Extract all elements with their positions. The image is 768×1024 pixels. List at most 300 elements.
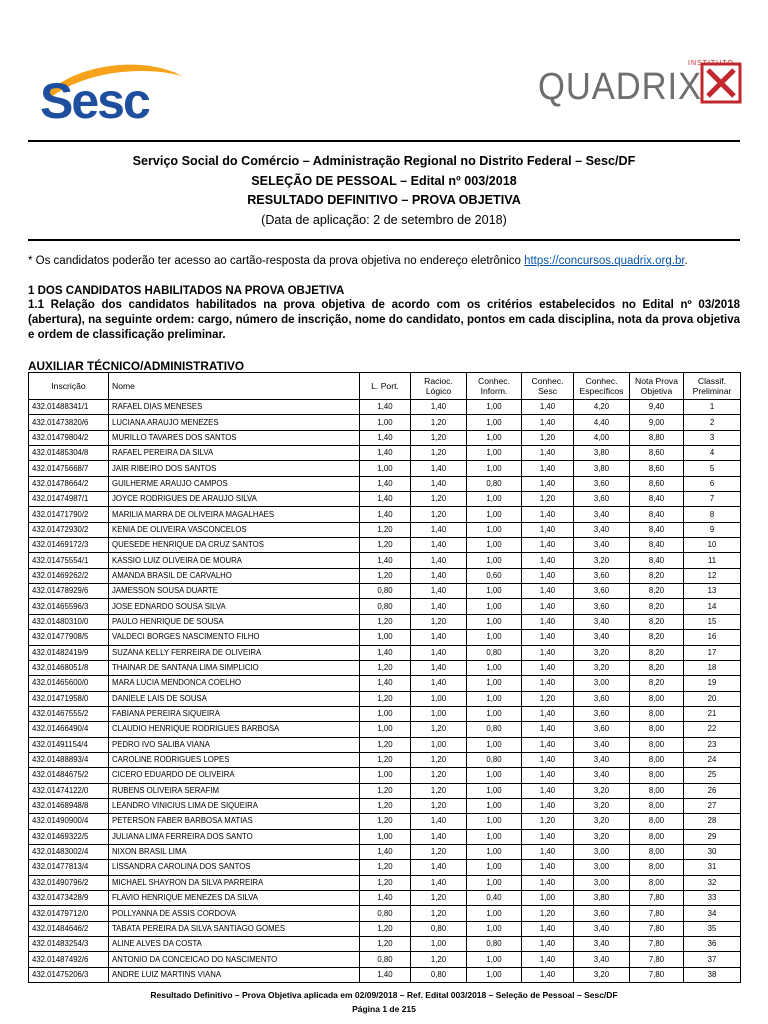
cell-sesc: 1,40 (522, 937, 574, 952)
cell-informatica: 1,00 (467, 584, 522, 599)
cell-inscricao: 432.01480310/0 (29, 614, 109, 629)
cell-raciocinio: 1,40 (411, 630, 467, 645)
cell-nota: 7,80 (630, 952, 684, 967)
cell-sesc: 1,40 (522, 461, 574, 476)
cell-nome: NIXON BRASIL LIMA (109, 844, 360, 859)
cell-nome: PAULO HENRIQUE DE SOUSA (109, 614, 360, 629)
cell-lport: 1,40 (360, 844, 411, 859)
cell-lport: 1,40 (360, 430, 411, 445)
cell-sesc: 1,20 (522, 430, 574, 445)
cell-raciocinio: 1,20 (411, 752, 467, 767)
cell-nome: JOSE EDNARDO SOUSA SILVA (109, 599, 360, 614)
cell-nome: FLAVIO HENRIQUE MENEZES DA SILVA (109, 891, 360, 906)
cell-nota: 8,00 (630, 691, 684, 706)
cell-lport: 1,00 (360, 415, 411, 430)
cell-inscricao: 432.01490796/2 (29, 875, 109, 890)
cell-sesc: 1,40 (522, 553, 574, 568)
cell-nota: 8,00 (630, 798, 684, 813)
table-row (29, 446, 741, 461)
cell-informatica: 0,80 (467, 645, 522, 660)
cell-raciocinio: 1,20 (411, 844, 467, 859)
col-header-sesc: Conhec. Sesc (522, 373, 574, 400)
header-top-rule (28, 140, 740, 142)
cell-sesc: 1,40 (522, 722, 574, 737)
cell-nota: 8,00 (630, 737, 684, 752)
cell-lport: 1,40 (360, 676, 411, 691)
cell-nome: RAFAEL PEREIRA DA SILVA (109, 446, 360, 461)
cell-nome: MICHAEL SHAYRON DA SILVA PARREIRA (109, 875, 360, 890)
cell-especificos: 3,60 (574, 599, 630, 614)
cell-nota: 8,40 (630, 553, 684, 568)
cell-nota: 7,80 (630, 967, 684, 982)
cell-lport: 1,00 (360, 706, 411, 721)
cell-lport: 1,20 (360, 875, 411, 890)
cell-raciocinio: 1,20 (411, 722, 467, 737)
cell-nome: JAMESSON SOUSA DUARTE (109, 584, 360, 599)
cell-classif: 23 (684, 737, 741, 752)
table-row (29, 538, 741, 553)
col-header-nome: Nome (109, 373, 360, 400)
cell-raciocinio: 1,40 (411, 400, 467, 415)
cell-lport: 1,20 (360, 798, 411, 813)
cell-raciocinio: 1,20 (411, 783, 467, 798)
cell-lport: 1,40 (360, 507, 411, 522)
section-1-1-text: 1.1 Relação dos candidatos habilitados na prova objetiva de acordo com os critérios estabelecidos no Edital nº 03/2018 (abertura), na seguinte ordem: cargo, número de inscrição, nome do candidato, pontos em cada disciplina, nota da prova objetiva e ordem de classificação preliminar. (28, 299, 740, 341)
table-body (29, 400, 741, 983)
table-row (29, 906, 741, 921)
cell-inscricao: 432.01475554/1 (29, 553, 109, 568)
footer-line-1: Resultado Definitivo – Prova Objetiva aplicada em 02/09/2018 – Ref. Edital 003/2018 – Seleção de Pessoal – Sesc/DF (150, 990, 618, 1000)
cell-raciocinio: 1,40 (411, 814, 467, 829)
cell-raciocinio: 1,40 (411, 875, 467, 890)
table-row (29, 737, 741, 752)
header-line-3: RESULTADO DEFINITIVO – PROVA OBJETIVA (247, 193, 521, 207)
cell-nome: QUESEDE HENRIQUE DA CRUZ SANTOS (109, 538, 360, 553)
cell-especificos: 3,80 (574, 891, 630, 906)
cell-nota: 7,80 (630, 937, 684, 952)
document-header (28, 152, 740, 230)
cell-sesc: 1,40 (522, 446, 574, 461)
table-row (29, 722, 741, 737)
cell-raciocinio: 1,00 (411, 737, 467, 752)
cell-lport: 1,40 (360, 492, 411, 507)
cell-lport: 1,00 (360, 768, 411, 783)
cell-especificos: 4,40 (574, 415, 630, 430)
cell-lport: 1,20 (360, 752, 411, 767)
cell-informatica: 0,60 (467, 568, 522, 583)
cell-nota: 8,60 (630, 446, 684, 461)
table-row (29, 553, 741, 568)
cell-raciocinio: 1,40 (411, 860, 467, 875)
cell-classif: 12 (684, 568, 741, 583)
table-header-row (29, 373, 741, 400)
cell-especificos: 4,00 (574, 430, 630, 445)
cell-informatica: 1,00 (467, 814, 522, 829)
table-row (29, 660, 741, 675)
cell-nome: CLAUDIO HENRIQUE RODRIGUES BARBOSA (109, 722, 360, 737)
table-row (29, 967, 741, 982)
cell-raciocinio: 1,40 (411, 660, 467, 675)
cell-nome: GUILHERME ARAUJO CAMPOS (109, 476, 360, 491)
cell-informatica: 1,00 (467, 691, 522, 706)
cell-sesc: 1,40 (522, 415, 574, 430)
cell-inscricao: 432.01488341/1 (29, 400, 109, 415)
table-row (29, 430, 741, 445)
cell-inscricao: 432.01466490/4 (29, 722, 109, 737)
cell-inscricao: 432.01478929/6 (29, 584, 109, 599)
cell-informatica: 1,00 (467, 415, 522, 430)
cell-nome: ANTONIO DA CONCEICAO DO NASCIMENTO (109, 952, 360, 967)
cell-nota: 7,80 (630, 891, 684, 906)
quadrix-link[interactable]: https://concursos.quadrix.org.br (524, 255, 685, 267)
cell-sesc: 1,40 (522, 599, 574, 614)
note-text: * Os candidatos poderão ter acesso ao cartão-resposta da prova objetiva no endereço eletrônico (28, 255, 525, 267)
cell-inscricao: 432.01477908/5 (29, 630, 109, 645)
cell-nota: 8,20 (630, 614, 684, 629)
cell-especificos: 3,20 (574, 645, 630, 660)
cell-especificos: 3,80 (574, 446, 630, 461)
cell-classif: 9 (684, 522, 741, 537)
cell-raciocinio: 1,40 (411, 538, 467, 553)
cell-sesc: 1,40 (522, 875, 574, 890)
cell-classif: 30 (684, 844, 741, 859)
cell-especificos: 3,00 (574, 875, 630, 890)
cell-nome: PEDRO IVO SALIBA VIANA (109, 737, 360, 752)
cell-especificos: 3,40 (574, 937, 630, 952)
cell-nome: THAINAR DE SANTANA LIMA SIMPLICIO (109, 660, 360, 675)
cell-sesc: 1,20 (522, 492, 574, 507)
cell-raciocinio: 1,00 (411, 691, 467, 706)
cell-nome: KASSIO LUIZ OLIVEIRA DE MOURA (109, 553, 360, 568)
table-row (29, 752, 741, 767)
cell-especificos: 3,60 (574, 722, 630, 737)
cell-classif: 32 (684, 875, 741, 890)
cell-sesc: 1,40 (522, 829, 574, 844)
cell-especificos: 3,60 (574, 706, 630, 721)
cell-especificos: 3,20 (574, 814, 630, 829)
cell-classif: 7 (684, 492, 741, 507)
header-bottom-rule (28, 239, 740, 241)
table-row (29, 798, 741, 813)
cell-nome: CICERO EDUARDO DE OLIVEIRA (109, 768, 360, 783)
cell-especificos: 3,40 (574, 921, 630, 936)
cell-nome: MARILIA MARRA DE OLIVEIRA MAGALHAES (109, 507, 360, 522)
quadrix-small-text: INSTITUTO (688, 60, 734, 67)
cell-classif: 15 (684, 614, 741, 629)
cell-sesc: 1,40 (522, 952, 574, 967)
cell-sesc: 1,40 (522, 706, 574, 721)
cell-lport: 1,20 (360, 568, 411, 583)
cell-nota: 8,20 (630, 584, 684, 599)
cell-lport: 1,40 (360, 446, 411, 461)
cell-sesc: 1,40 (522, 768, 574, 783)
cell-sesc: 1,40 (522, 568, 574, 583)
cell-inscricao: 432.01471958/0 (29, 691, 109, 706)
cell-nota: 8,80 (630, 430, 684, 445)
cell-informatica: 1,00 (467, 461, 522, 476)
cell-lport: 1,20 (360, 522, 411, 537)
cell-especificos: 3,00 (574, 676, 630, 691)
cell-especificos: 3,40 (574, 952, 630, 967)
table-row (29, 829, 741, 844)
cell-especificos: 3,60 (574, 906, 630, 921)
cell-nota: 8,00 (630, 752, 684, 767)
cell-sesc: 1,20 (522, 906, 574, 921)
cell-especificos: 3,40 (574, 614, 630, 629)
cell-inscricao: 432.01479712/0 (29, 906, 109, 921)
cell-raciocinio: 1,40 (411, 553, 467, 568)
cell-classif: 35 (684, 921, 741, 936)
note-paragraph (28, 255, 740, 267)
cell-especificos: 3,20 (574, 967, 630, 982)
cell-inscricao: 432.01484675/2 (29, 768, 109, 783)
cell-classif: 1 (684, 400, 741, 415)
cell-sesc: 1,40 (522, 844, 574, 859)
cell-raciocinio: 0,80 (411, 921, 467, 936)
cell-sesc: 1,40 (522, 783, 574, 798)
cell-sesc: 1,40 (522, 798, 574, 813)
table-row (29, 415, 741, 430)
cell-lport: 1,40 (360, 476, 411, 491)
cell-informatica: 1,00 (467, 400, 522, 415)
cell-inscricao: 432.01473428/9 (29, 891, 109, 906)
cell-especificos: 3,20 (574, 553, 630, 568)
cell-nome: DANIELE LAIS DE SOUSA (109, 691, 360, 706)
table-row (29, 691, 741, 706)
cell-sesc: 1,40 (522, 921, 574, 936)
cell-especificos: 3,20 (574, 829, 630, 844)
cell-nome: AMANDA BRASIL DE CARVALHO (109, 568, 360, 583)
footer-page-number: Página 1 de 215 (352, 1004, 416, 1014)
cell-classif: 18 (684, 660, 741, 675)
section-1-title: 1 DOS CANDIDATOS HABILITADOS NA PROVA OBJETIVA (28, 285, 345, 297)
cell-inscricao: 432.01471790/2 (29, 507, 109, 522)
cell-inscricao: 432.01465596/3 (29, 599, 109, 614)
cell-lport: 1,00 (360, 461, 411, 476)
cell-lport: 1,40 (360, 400, 411, 415)
cell-raciocinio: 1,40 (411, 522, 467, 537)
cell-informatica: 1,00 (467, 430, 522, 445)
table-row (29, 706, 741, 721)
cell-nota: 8,00 (630, 829, 684, 844)
cell-inscricao: 432.01469262/2 (29, 568, 109, 583)
table-row (29, 492, 741, 507)
cell-informatica: 1,00 (467, 630, 522, 645)
table-row (29, 814, 741, 829)
cell-raciocinio: 1,20 (411, 891, 467, 906)
cell-inscricao: 432.01467555/2 (29, 706, 109, 721)
cell-lport: 1,20 (360, 814, 411, 829)
cell-inscricao: 432.01490900/4 (29, 814, 109, 829)
cell-informatica: 1,00 (467, 446, 522, 461)
cell-lport: 1,40 (360, 891, 411, 906)
header-line-1: Serviço Social do Comércio – Administração Regional no Distrito Federal – Sesc/DF (132, 154, 636, 168)
cell-raciocinio: 1,40 (411, 584, 467, 599)
cell-raciocinio: 1,00 (411, 937, 467, 952)
cell-inscricao: 432.01487492/6 (29, 952, 109, 967)
table-row (29, 952, 741, 967)
cell-informatica: 1,00 (467, 906, 522, 921)
table-row (29, 507, 741, 522)
cell-raciocinio: 1,40 (411, 829, 467, 844)
table-row (29, 645, 741, 660)
cell-raciocinio: 1,40 (411, 568, 467, 583)
cell-classif: 3 (684, 430, 741, 445)
cell-nota: 8,60 (630, 476, 684, 491)
cell-classif: 31 (684, 860, 741, 875)
cell-sesc: 1,40 (522, 737, 574, 752)
cell-classif: 4 (684, 446, 741, 461)
table-row (29, 614, 741, 629)
cell-especificos: 3,40 (574, 752, 630, 767)
col-header-inscricao: Inscrição (29, 373, 109, 400)
cell-especificos: 3,80 (574, 461, 630, 476)
cell-inscricao: 432.01475668/7 (29, 461, 109, 476)
cell-nota: 8,00 (630, 814, 684, 829)
table-row (29, 783, 741, 798)
cell-raciocinio: 1,40 (411, 645, 467, 660)
col-header-lport: L. Port. (360, 373, 411, 400)
cell-nota: 8,00 (630, 783, 684, 798)
cell-raciocinio: 1,20 (411, 446, 467, 461)
cell-classif: 5 (684, 461, 741, 476)
cell-nome: RAFAEL DIAS MENESES (109, 400, 360, 415)
cell-inscricao: 432.01469322/5 (29, 829, 109, 844)
cell-inscricao: 432.01491154/4 (29, 737, 109, 752)
cell-lport: 1,20 (360, 937, 411, 952)
cell-classif: 28 (684, 814, 741, 829)
cell-nome: PETERSON FABER BARBOSA MATIAS (109, 814, 360, 829)
cell-inscricao: 432.01468948/8 (29, 798, 109, 813)
cell-inscricao: 432.01477813/4 (29, 860, 109, 875)
cell-informatica: 1,00 (467, 553, 522, 568)
cell-nome: POLLYANNA DE ASSIS CORDOVA (109, 906, 360, 921)
cell-classif: 26 (684, 783, 741, 798)
cell-especificos: 3,60 (574, 584, 630, 599)
cell-classif: 27 (684, 798, 741, 813)
cell-classif: 34 (684, 906, 741, 921)
table-row (29, 875, 741, 890)
cell-sesc: 1,40 (522, 660, 574, 675)
cell-especificos: 4,20 (574, 400, 630, 415)
cell-inscricao: 432.01469172/3 (29, 538, 109, 553)
cell-sesc: 1,40 (522, 584, 574, 599)
table-row (29, 400, 741, 415)
cell-especificos: 3,20 (574, 798, 630, 813)
cell-nome: ANDRE LUIZ MARTINS VIANA (109, 967, 360, 982)
cell-classif: 2 (684, 415, 741, 430)
cell-informatica: 1,00 (467, 844, 522, 859)
cell-especificos: 3,40 (574, 630, 630, 645)
cell-classif: 29 (684, 829, 741, 844)
cell-sesc: 1,40 (522, 630, 574, 645)
cell-informatica: 0,80 (467, 722, 522, 737)
cell-lport: 1,20 (360, 737, 411, 752)
cell-informatica: 1,00 (467, 921, 522, 936)
col-header-classif: Classif. Preliminar (684, 373, 741, 400)
cell-inscricao: 432.01483002/4 (29, 844, 109, 859)
cell-classif: 37 (684, 952, 741, 967)
cell-lport: 1,20 (360, 538, 411, 553)
cell-especificos: 3,00 (574, 844, 630, 859)
cell-classif: 11 (684, 553, 741, 568)
cell-raciocinio: 1,20 (411, 415, 467, 430)
cell-nota: 8,40 (630, 507, 684, 522)
cell-sesc: 1,40 (522, 752, 574, 767)
cell-especificos: 3,20 (574, 660, 630, 675)
cell-raciocinio: 1,00 (411, 706, 467, 721)
cell-classif: 6 (684, 476, 741, 491)
cell-informatica: 1,00 (467, 614, 522, 629)
cell-lport: 1,00 (360, 630, 411, 645)
cell-inscricao: 432.01465600/0 (29, 676, 109, 691)
table-row (29, 461, 741, 476)
cell-nota: 8,40 (630, 522, 684, 537)
cell-nome: LISSANDRA CAROLINA DOS SANTOS (109, 860, 360, 875)
cell-nota: 8,00 (630, 844, 684, 859)
cell-inscricao: 432.01483254/3 (29, 937, 109, 952)
table-row (29, 937, 741, 952)
cell-informatica: 1,00 (467, 875, 522, 890)
sesc-logo (36, 58, 186, 122)
cell-raciocinio: 0,80 (411, 967, 467, 982)
cell-informatica: 1,00 (467, 860, 522, 875)
cell-sesc: 1,40 (522, 522, 574, 537)
cell-nome: MURILLO TAVARES DOS SANTOS (109, 430, 360, 445)
quadrix-logo-text: QUADRIX (538, 66, 702, 108)
cell-sesc: 1,40 (522, 507, 574, 522)
cell-informatica: 1,00 (467, 798, 522, 813)
cell-nota: 8,40 (630, 538, 684, 553)
cell-classif: 13 (684, 584, 741, 599)
cell-inscricao: 432.01485304/8 (29, 446, 109, 461)
cell-classif: 8 (684, 507, 741, 522)
cell-raciocinio: 1,40 (411, 461, 467, 476)
table-row (29, 921, 741, 936)
cell-sesc: 1,40 (522, 400, 574, 415)
cell-lport: 1,20 (360, 691, 411, 706)
cell-raciocinio: 1,20 (411, 507, 467, 522)
cell-inscricao: 432.01478664/2 (29, 476, 109, 491)
cell-especificos: 3,00 (574, 860, 630, 875)
cell-nota: 8,60 (630, 461, 684, 476)
cell-raciocinio: 1,40 (411, 676, 467, 691)
cell-informatica: 1,00 (467, 783, 522, 798)
cell-especificos: 3,60 (574, 691, 630, 706)
cell-nota: 9,00 (630, 415, 684, 430)
cell-lport: 1,20 (360, 660, 411, 675)
table-row (29, 568, 741, 583)
cell-informatica: 1,00 (467, 660, 522, 675)
cell-lport: 1,20 (360, 614, 411, 629)
cargo-title: AUXILIAR TÉCNICO/ADMINISTRATIVO (28, 359, 245, 373)
cell-nota: 8,00 (630, 875, 684, 890)
col-header-informatica: Conhec. Inform. (467, 373, 522, 400)
cell-especificos: 3,40 (574, 768, 630, 783)
cell-sesc: 1,40 (522, 676, 574, 691)
cell-classif: 22 (684, 722, 741, 737)
cell-nome: MARA LUCIA MENDONCA COELHO (109, 676, 360, 691)
cell-nota: 8,20 (630, 660, 684, 675)
cell-informatica: 0,80 (467, 752, 522, 767)
table-row (29, 630, 741, 645)
cell-informatica: 1,00 (467, 676, 522, 691)
cell-especificos: 3,20 (574, 783, 630, 798)
cell-inscricao: 432.01474122/0 (29, 783, 109, 798)
header-line-2: SELEÇÃO DE PESSOAL – Edital nº 003/2018 (251, 173, 517, 188)
cell-especificos: 3,40 (574, 538, 630, 553)
cell-nota: 8,20 (630, 599, 684, 614)
